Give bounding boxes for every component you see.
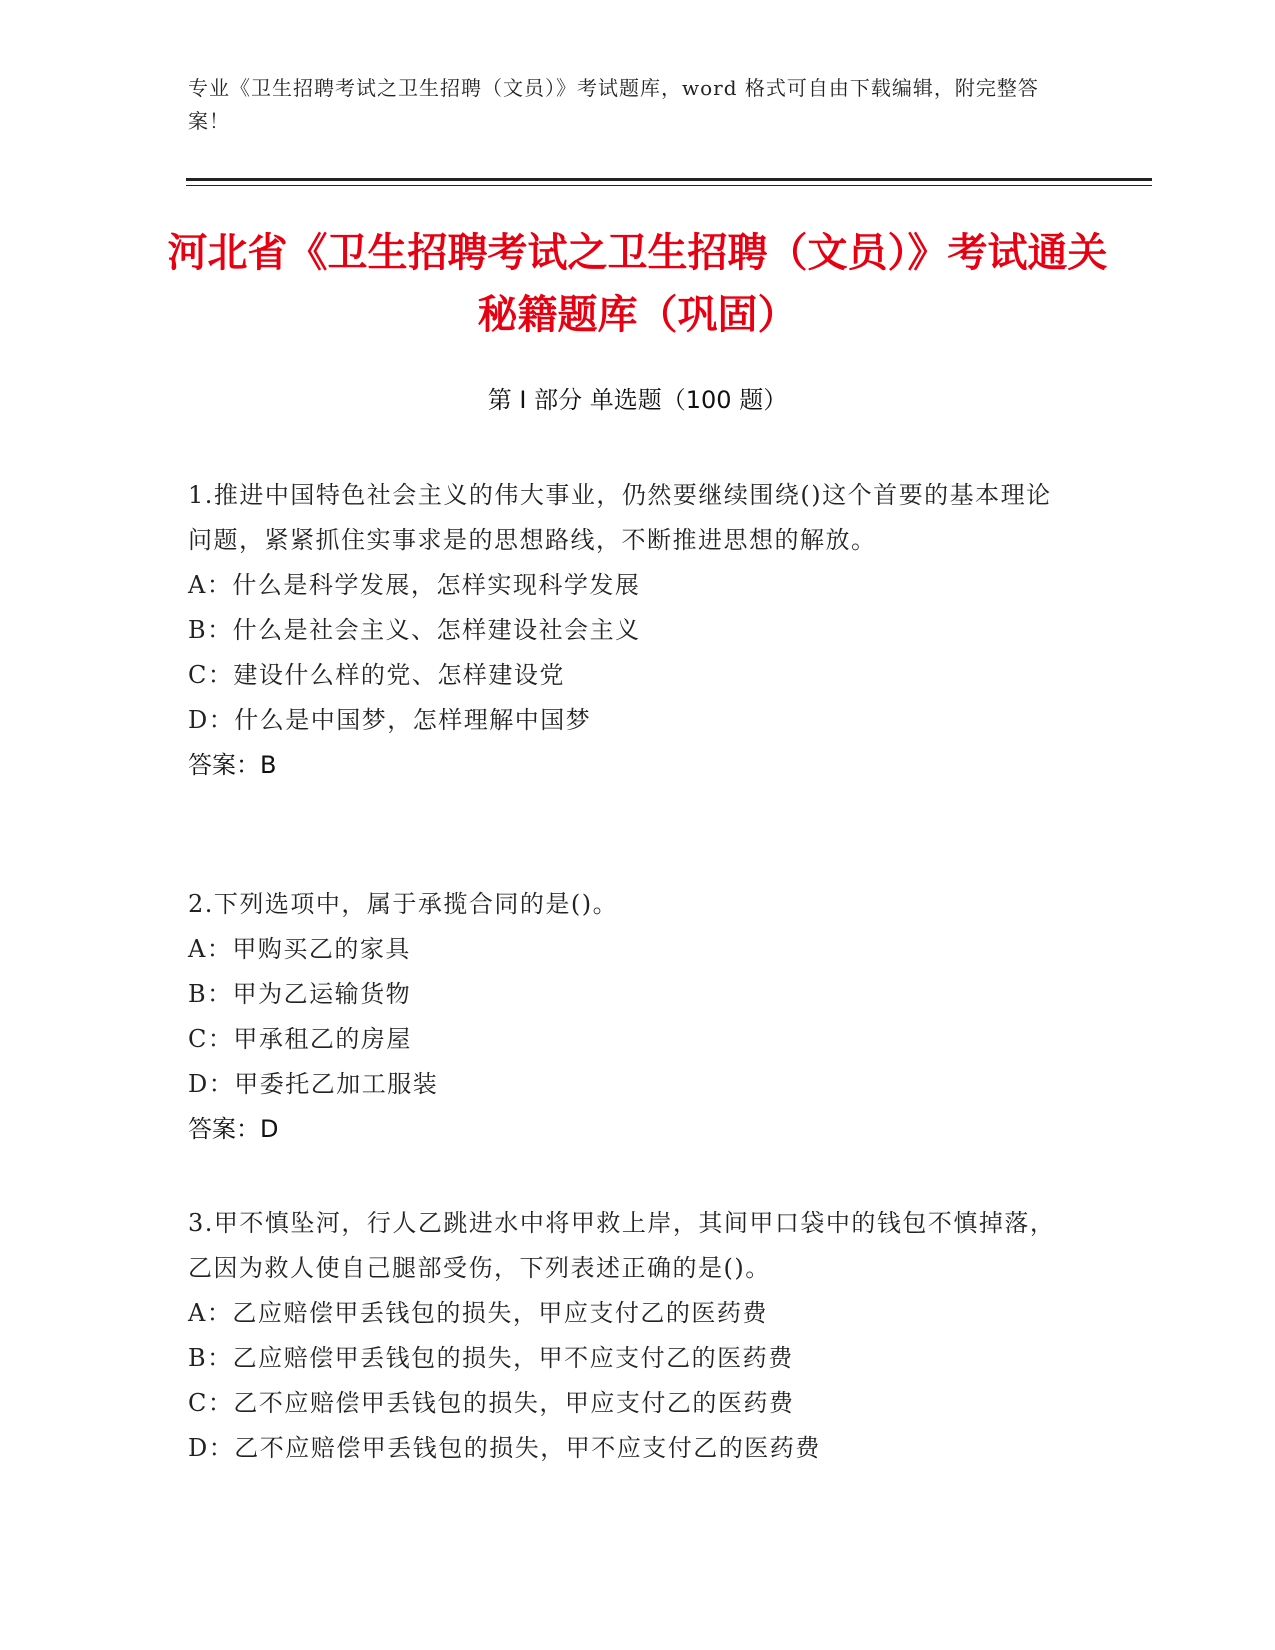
option-b: B：乙应赔偿甲丢钱包的损失，甲不应支付乙的医药费 [188, 1344, 794, 1372]
header-rule-thick [186, 178, 1152, 181]
option-d: D：乙不应赔偿甲丢钱包的损失，甲不应支付乙的医药费 [188, 1434, 821, 1462]
question-stem: 2.下列选项中，属于承揽合同的是()。 [188, 890, 619, 918]
option-d: D：甲委托乙加工服装 [188, 1070, 439, 1098]
question-1 [188, 473, 1068, 788]
question-2 [188, 882, 1068, 1152]
option-a: A：什么是科学发展，怎样实现科学发展 [188, 571, 641, 599]
question-3 [188, 1201, 1068, 1471]
header-rule-thin [186, 185, 1152, 186]
answer: 答案：B [188, 751, 277, 779]
question-stem: 1.推进中国特色社会主义的伟大事业，仍然要继续围绕()这个首要的基本理论问题，紧紧抓住实事求是的思想路线，不断推进思想的解放。 [188, 481, 1052, 554]
option-d: D：什么是中国梦，怎样理解中国梦 [188, 706, 592, 734]
option-b: B：什么是社会主义、怎样建设社会主义 [188, 616, 641, 644]
option-c: C：建设什么样的党、怎样建设党 [188, 661, 565, 689]
header-note: 专业《卫生招聘考试之卫生招聘（文员）》考试题库，word 格式可自由下载编辑，附完整答案！ [188, 76, 1039, 133]
question-stem: 3.甲不慎坠河，行人乙跳进水中将甲救上岸，其间甲口袋中的钱包不慎掉落，乙因为救人使自己腿部受伤，下列表述正确的是()。 [188, 1209, 1056, 1282]
answer: 答案：D [188, 1115, 279, 1143]
option-a: A：乙应赔偿甲丢钱包的损失，甲应支付乙的医药费 [188, 1299, 768, 1327]
option-c: C：乙不应赔偿甲丢钱包的损失，甲应支付乙的医药费 [188, 1389, 795, 1417]
document-title: 河北省《卫生招聘考试之卫生招聘（文员）》考试通关秘籍题库（巩固） [167, 230, 1108, 338]
section-title: 第 I 部分 单选题（100 题） [487, 386, 788, 414]
option-c: C：甲承租乙的房屋 [188, 1025, 412, 1053]
option-a: A：甲购买乙的家具 [188, 935, 411, 963]
option-b: B：甲为乙运输货物 [188, 980, 412, 1008]
